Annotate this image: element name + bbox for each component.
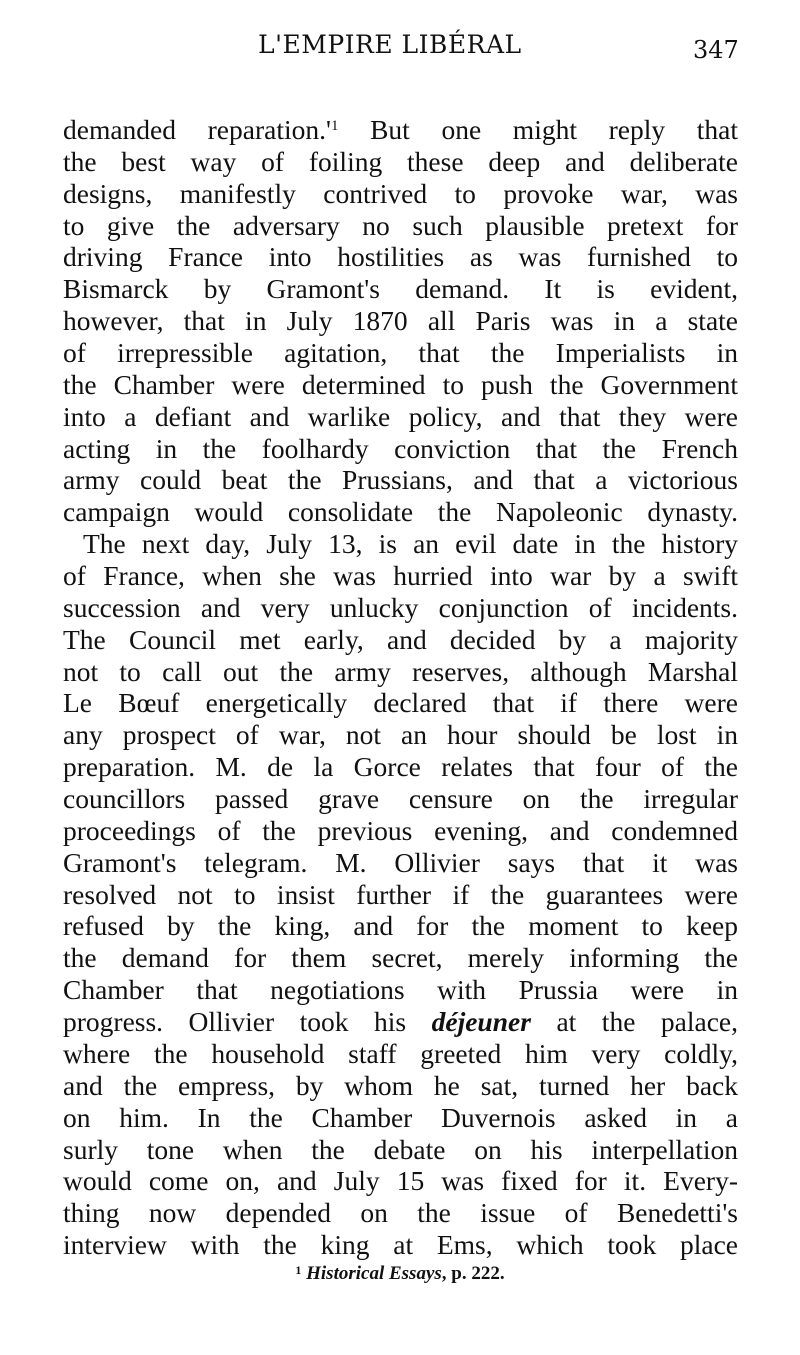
text-line (63, 241, 738, 273)
text-segment: Bismarck by Gramont's demand. It is evident, (63, 273, 738, 305)
text-segment: and the empress, by whom he sat, turned her back (63, 1069, 738, 1101)
text-segment: at the palace, (530, 1006, 739, 1038)
footnote-reference: 1 (330, 118, 339, 134)
text-line (63, 178, 738, 210)
text-segment: councillors passed grave censure on the irregular (63, 783, 738, 815)
text-segment: acting in the foolhardy conviction that the French (63, 432, 738, 464)
footnote-page: , p. 222. (441, 1263, 505, 1284)
text-line (63, 751, 738, 783)
text-line (63, 273, 738, 305)
text-line (63, 1102, 738, 1134)
text-segment: The next day, July 13, is an evil date in the history (83, 528, 738, 560)
text-segment: on him. In the Chamber Duvernois asked in a (63, 1101, 738, 1133)
text-segment: But one might reply that (338, 114, 738, 145)
text-line (63, 146, 738, 178)
text-segment: however, that in July 1870 all Paris was in a state (63, 305, 738, 337)
text-segment: driving France into hostilities as was furnished to (63, 241, 738, 273)
footnote-marker: 1 (295, 1263, 302, 1277)
text-line (63, 1070, 738, 1102)
text-line (63, 656, 738, 688)
text-segment: campaign would consolidate the Napoleonic dynasty. (63, 496, 738, 528)
text-segment: the demand for them secret, merely informing the (63, 942, 738, 974)
italic-word: déjeuner (431, 1006, 531, 1038)
text-segment: demanded reparation.' (63, 114, 331, 145)
text-segment: army could beat the Prussians, and that a victorious (63, 464, 738, 496)
text-segment: not to call out the army reserves, although Marshal (63, 655, 738, 687)
text-line (63, 560, 738, 592)
text-segment: Le Bœuf energetically declared that if there were (63, 687, 738, 719)
text-segment: designs, manifestly contrived to provoke war, was (63, 177, 738, 209)
text-line (63, 879, 738, 911)
text-line (63, 1038, 738, 1070)
text-line (63, 337, 738, 369)
text-segment: interview with the king at Ems, which took place (63, 1229, 738, 1261)
text-segment: Gramont's telegram. M. Ollivier says that it was (63, 846, 738, 878)
text-line (63, 624, 738, 656)
text-line (63, 464, 738, 496)
text-line (63, 496, 738, 528)
text-line (63, 369, 738, 401)
text-segment: The Council met early, and decided by a majority (63, 623, 738, 655)
text-line (63, 942, 738, 974)
text-line (63, 1006, 738, 1038)
text-line (63, 305, 738, 337)
text-line (63, 1197, 738, 1229)
text-line (63, 815, 738, 847)
text-segment: of France, when she was hurried into war by a swift (63, 560, 738, 592)
text-line (63, 401, 738, 433)
page-number: 347 (693, 36, 739, 64)
text-segment: the best way of foiling these deep and deliberate (63, 145, 738, 177)
text-segment: would come on, and July 15 was fixed for it. Every- (63, 1165, 738, 1197)
text-segment: the Chamber were determined to push the Government (63, 368, 738, 400)
running-title: L'EMPIRE LIBÉRAL (258, 30, 522, 59)
text-segment: of irrepressible agitation, that the Imperialists in (63, 337, 738, 369)
text-segment: thing now depended on the issue of Benedetti's (63, 1197, 738, 1229)
text-segment: refused by the king, and for the moment to keep (63, 910, 738, 942)
text-segment: where the household staff greeted him very coldly, (63, 1037, 738, 1069)
footnote-source: Historical Essays (306, 1263, 442, 1284)
text-line (63, 592, 738, 624)
text-segment: to give the adversary no such plausible pretext for (63, 209, 738, 241)
text-line (63, 1165, 738, 1197)
text-segment: proceedings of the previous evening, and condemned (63, 814, 738, 846)
text-segment: succession and very unlucky conjunction of incidents. (63, 591, 738, 623)
text-segment: resolved not to insist further if the guarantees were (63, 878, 738, 910)
text-line (63, 687, 738, 719)
text-line (63, 847, 738, 879)
text-segment: preparation. M. de la Gorce relates that four of the (63, 751, 738, 783)
text-line (63, 528, 738, 560)
footnote (0, 1263, 800, 1285)
text-segment: Chamber that negotiations with Prussia were in (63, 974, 738, 1006)
text-line (63, 719, 738, 751)
text-segment: surly tone when the debate on his interpellation (63, 1133, 738, 1165)
text-line (63, 783, 738, 815)
text-line (63, 114, 738, 146)
body-text (63, 114, 738, 1261)
text-segment: into a defiant and warlike policy, and that they were (63, 400, 738, 432)
text-line (63, 210, 738, 242)
text-line (63, 974, 738, 1006)
text-line (63, 910, 738, 942)
text-segment: any prospect of war, not an hour should be lost in (63, 719, 738, 751)
text-line (63, 433, 738, 465)
page-header (0, 30, 800, 70)
text-line (63, 1229, 738, 1261)
text-segment: progress. Ollivier took his (63, 1006, 432, 1038)
text-line (63, 1134, 738, 1166)
